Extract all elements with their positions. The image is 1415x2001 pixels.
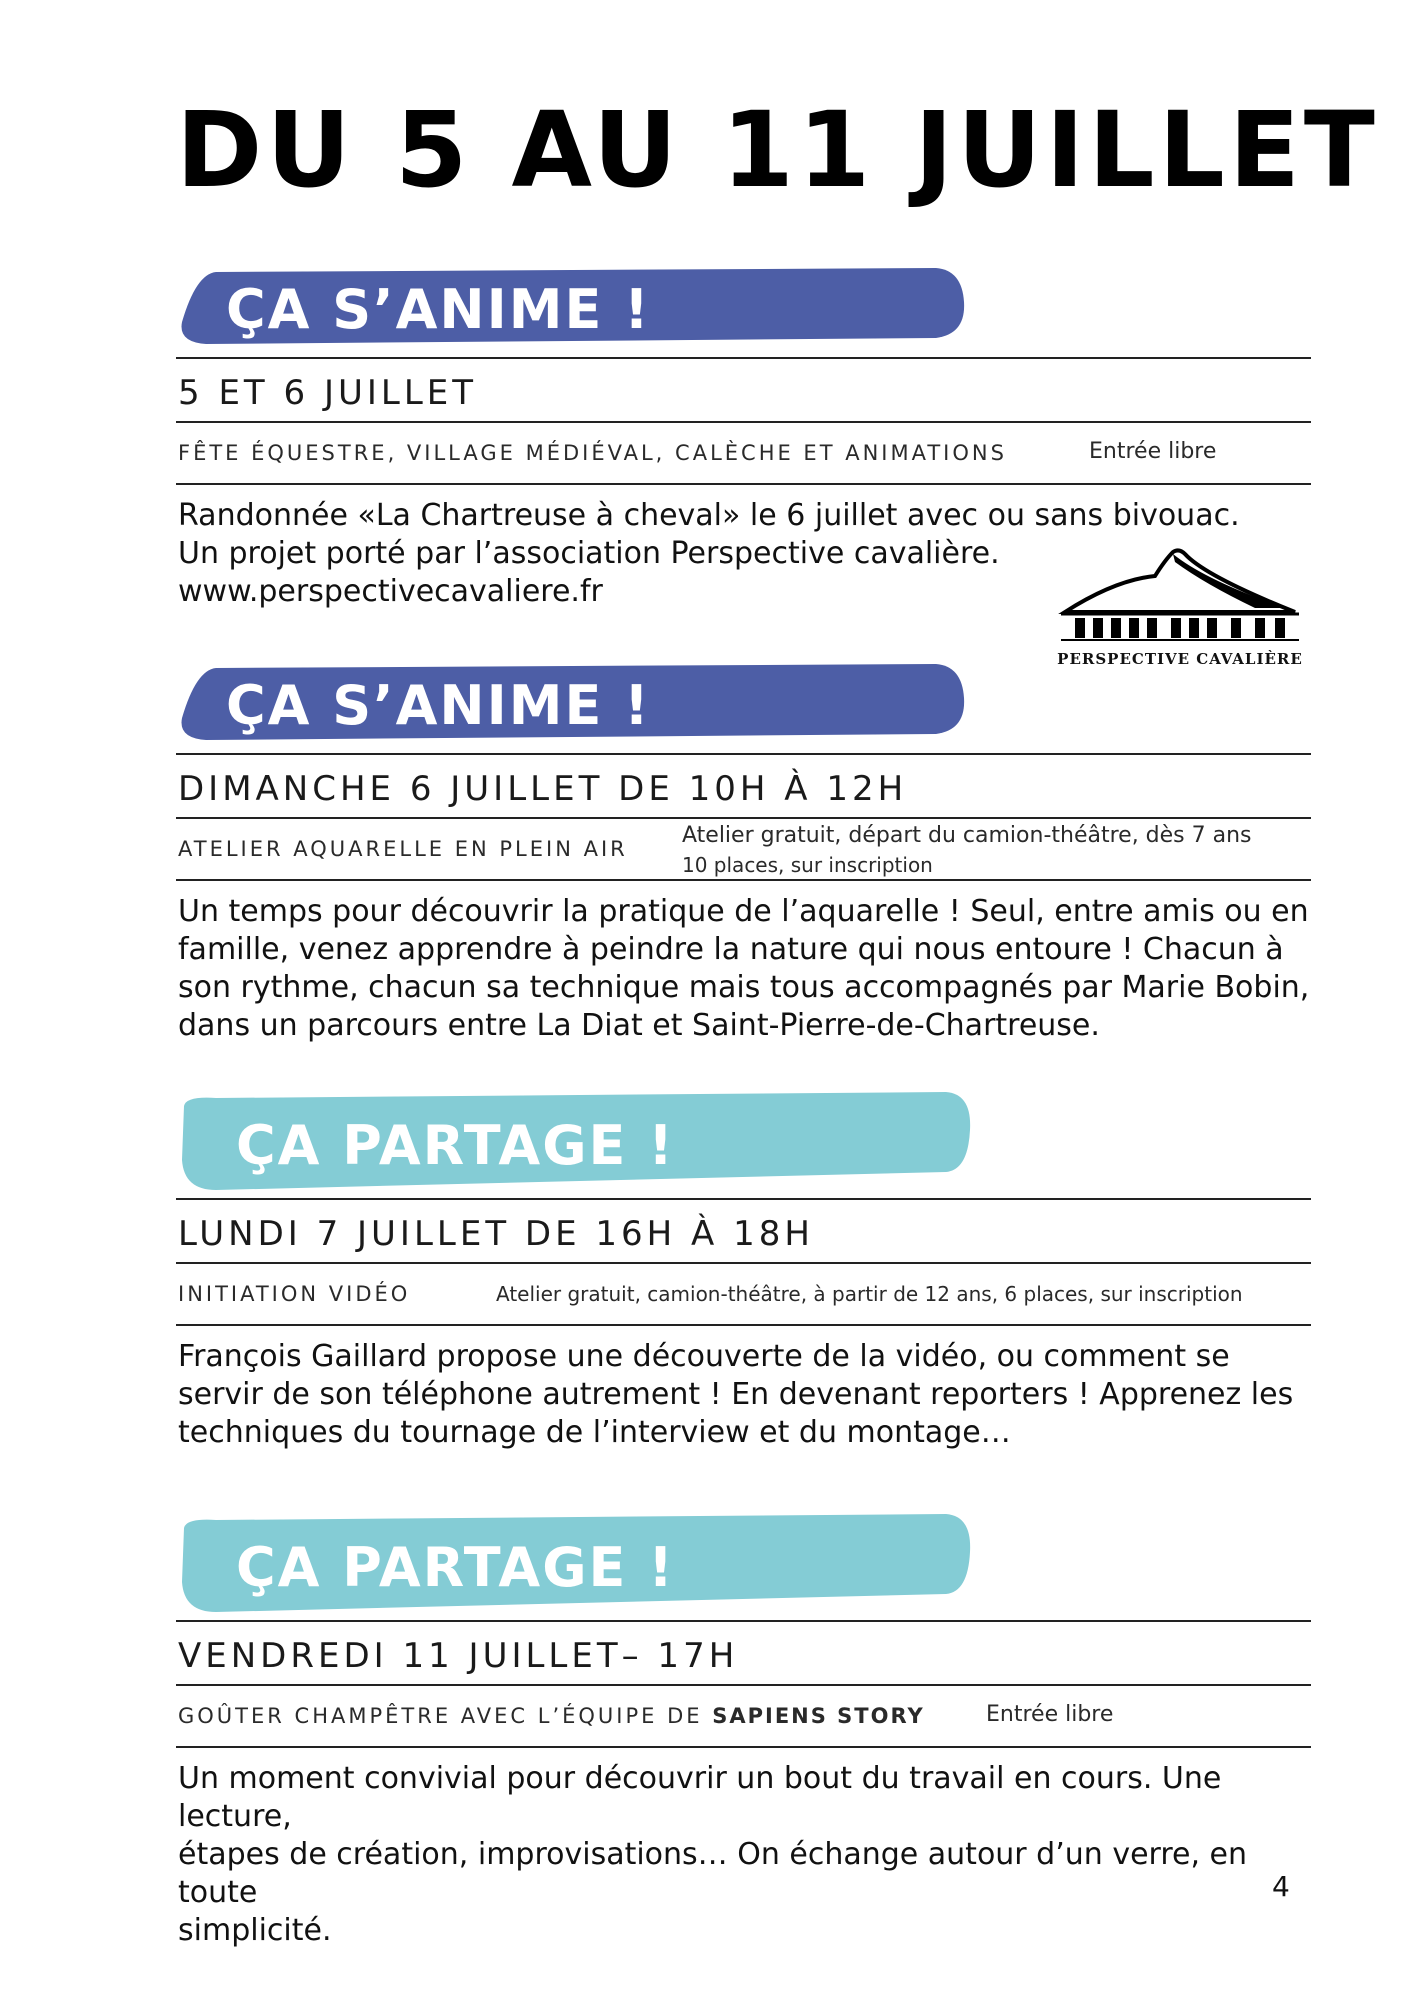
entry-info: Entrée libre [1089, 439, 1217, 464]
banner-label: ÇA S’ANIME ! [226, 278, 651, 341]
event-name-prefix: GOÛTER CHAMPÊTRE AVEC L’ÉQUIPE DE [178, 1704, 713, 1728]
mountain-riders-logo-icon [1055, 540, 1305, 650]
event-description: François Gaillard propose une découverte de la vidéo, ou comment se servir de son téléphone autrement ! En devenant reporters ! Apprenez les techniques du tournage de l’interview et du montage… [178, 1339, 1294, 1450]
banner-anime [176, 658, 976, 753]
section-partage-2 [176, 1512, 1311, 1950]
event-info-row [176, 1264, 1311, 1324]
section-anime-2 [176, 658, 1311, 1045]
event-info-row [176, 1686, 1311, 1746]
banner-label: ÇA S’ANIME ! [226, 674, 651, 737]
event-name: FÊTE ÉQUESTRE, VILLAGE MÉDIÉVAL, CALÈCHE ET ANIMATIONS [178, 441, 1007, 465]
entry-info-line2: 10 places, sur inscription [682, 853, 933, 877]
event-description: Randonnée «La Chartreuse à cheval» le 6 juillet avec ou sans bivouac. Un projet porté par l’association Perspective cavalière. www.perspectivecavaliere.fr [178, 498, 1240, 609]
event-name: ATELIER AQUARELLE EN PLEIN AIR [178, 837, 628, 861]
banner-label: ÇA PARTAGE ! [236, 1114, 675, 1177]
logo-text: PERSPECTIVE CAVALIÈRE [1057, 650, 1303, 668]
event-name-bold: SAPIENS STORY [712, 1704, 925, 1728]
entry-info-line1: Atelier gratuit, départ du camion-théâtre, dès 7 ans [682, 823, 1252, 848]
event-description: Un temps pour découvrir la pratique de l’aquarelle ! Seul, entre amis ou en famille, venez apprendre à peindre la nature qui nous entoure ! Chacun à son rythme, chacun sa technique mais tous accompagnés par Marie Bobin, dans un parcours entre La Diat et Saint-Pierre-de-Chartreuse. [178, 894, 1310, 1043]
event-info-row [176, 819, 1311, 879]
section-partage-1 [176, 1090, 1311, 1452]
event-date: VENDREDI 11 JUILLET– 17H [178, 1636, 739, 1676]
event-name [178, 1704, 925, 1728]
event-date: 5 ET 6 JUILLET [178, 373, 478, 413]
page-title: DU 5 AU 11 JUILLET [176, 89, 1379, 211]
page-number: 4 [1272, 1870, 1290, 1903]
banner-partage [176, 1090, 976, 1185]
banner-anime [176, 262, 976, 357]
event-description: Un moment convivial pour découvrir un bout du travail en cours. Une lecture, étapes de création, improvisations… On échange autour d’un verre, en toute simplicité. [178, 1761, 1248, 1948]
banner-partage [176, 1512, 976, 1607]
entry-info: Atelier gratuit, camion-théâtre, à partir de 12 ans, 6 places, sur inscription [496, 1282, 1243, 1306]
divider [176, 1620, 1311, 1622]
event-name: INITIATION VIDÉO [178, 1282, 411, 1306]
perspective-cavaliere-logo [1055, 540, 1305, 670]
banner-label: ÇA PARTAGE ! [236, 1536, 675, 1599]
divider [176, 753, 1311, 755]
divider [176, 1198, 1311, 1200]
entry-info: Entrée libre [986, 1702, 1114, 1727]
divider [176, 357, 1311, 359]
event-date: LUNDI 7 JUILLET DE 16H À 18H [178, 1214, 814, 1254]
event-info-row [176, 423, 1311, 483]
event-date: DIMANCHE 6 JUILLET DE 10H À 12H [178, 769, 908, 809]
